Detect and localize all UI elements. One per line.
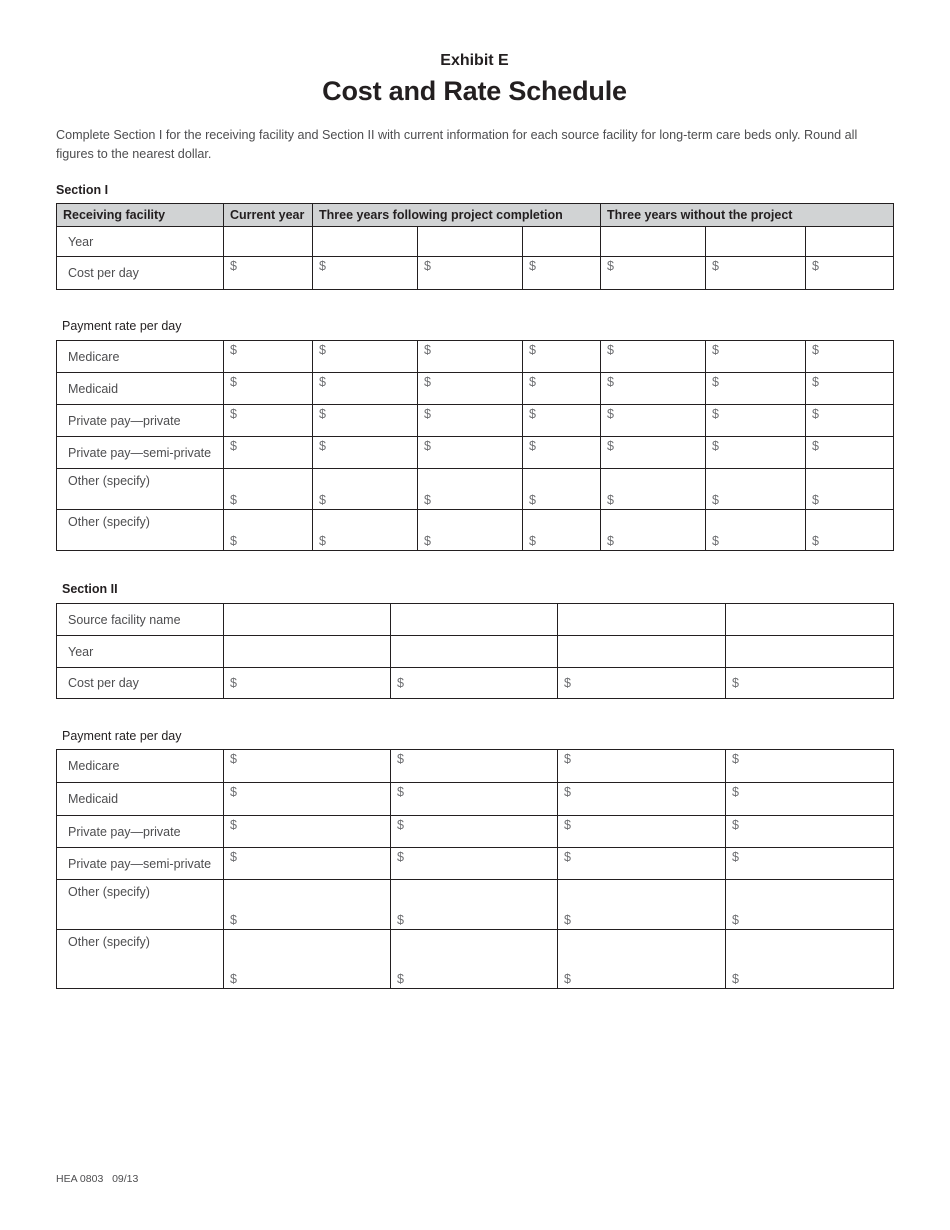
rate-input[interactable]: $ [313,437,418,469]
rate-input[interactable]: $ [418,437,523,469]
rate-input[interactable]: $ [313,510,418,551]
exhibit-label: Exhibit E [440,52,509,69]
rate-input[interactable]: $ [523,437,601,469]
cost-input[interactable]: $ [601,257,706,290]
payment-row-label: Medicare [57,750,224,783]
section-2-cost-table [56,603,894,699]
rate-input[interactable]: $ [806,341,894,373]
rate-input[interactable]: $ [224,750,391,783]
rate-input[interactable]: $ [806,469,894,510]
source-facility-input[interactable] [391,604,558,636]
rate-input[interactable]: $ [806,437,894,469]
cost-input[interactable]: $ [726,668,894,699]
rate-input[interactable]: $ [601,510,706,551]
row-label-cost-per-day: Cost per day [57,668,224,699]
rate-input[interactable]: $ [224,341,313,373]
header-without-project: Three years without the project [601,204,894,227]
rate-input[interactable]: $ [523,510,601,551]
rate-input[interactable]: $ [391,783,558,816]
section-1-payment-rows [57,341,894,551]
rate-input[interactable]: $ [726,816,894,848]
payment-row-label: Medicaid [57,783,224,816]
rate-input[interactable]: $ [601,469,706,510]
rate-input[interactable]: $ [523,341,601,373]
header-with-project: Three years following project completion [313,204,601,227]
rate-input[interactable]: $ [726,750,894,783]
payment-row-label: Medicaid [57,373,224,405]
header-receiving-facility: Receiving facility [57,204,224,227]
rate-input[interactable]: $ [706,510,806,551]
year-input[interactable] [313,227,418,257]
rate-input[interactable]: $ [601,341,706,373]
section-1-cost-row [57,257,894,290]
payment-row-label: Private pay—private [57,405,224,437]
row-label-year: Year [57,636,224,668]
rate-input[interactable]: $ [558,930,726,989]
rate-input[interactable]: $ [726,930,894,989]
rate-input[interactable]: $ [224,437,313,469]
payment-row [57,930,894,989]
rate-input[interactable]: $ [224,816,391,848]
rate-input[interactable]: $ [418,469,523,510]
rate-input[interactable]: $ [224,848,391,880]
row-label-year: Year [57,227,224,257]
payment-row [57,848,894,880]
cost-input[interactable]: $ [706,257,806,290]
rate-input[interactable]: $ [726,880,894,930]
section-2-source-row [57,604,894,636]
payment-row-label: Private pay—semi-private [57,437,224,469]
rate-input[interactable]: $ [706,373,806,405]
section-2-payment-table [56,749,894,989]
instructions-text: Complete Section I for the receiving facility and Section II with current information for each source facility for long-term care beds only. Round all figures to the nearest dollar. [56,128,858,161]
payment-row [57,510,894,551]
section-2-cost-row [57,668,894,699]
rate-input[interactable]: $ [224,469,313,510]
section-1-payment-table [56,340,894,551]
cost-input[interactable]: $ [558,668,726,699]
header-current-year: Current year [224,204,313,227]
year-input[interactable] [806,227,894,257]
year-input[interactable] [418,227,523,257]
rate-input[interactable]: $ [418,373,523,405]
rate-input[interactable]: $ [558,880,726,930]
rate-input[interactable]: $ [224,373,313,405]
form-footer [56,1173,138,1185]
rate-input[interactable]: $ [391,930,558,989]
payment-row [57,783,894,816]
cost-input[interactable]: $ [418,257,523,290]
section-2-payment-rows [57,750,894,989]
year-input[interactable] [601,227,706,257]
form-date: 09/13 [112,1173,139,1185]
rate-input[interactable]: $ [224,510,313,551]
rate-input[interactable]: $ [806,373,894,405]
section-1-header-row [57,204,894,227]
rate-input[interactable]: $ [523,405,601,437]
rate-input[interactable]: $ [706,469,806,510]
payment-row [57,437,894,469]
cost-input[interactable]: $ [313,257,418,290]
payment-row [57,373,894,405]
rate-input[interactable]: $ [313,373,418,405]
rate-input[interactable]: $ [391,848,558,880]
rate-input[interactable]: $ [418,341,523,373]
year-input[interactable] [726,636,894,668]
rate-input[interactable]: $ [523,469,601,510]
source-facility-input[interactable] [224,604,391,636]
source-facility-input[interactable] [726,604,894,636]
payment-row-label: Other (specify) [57,469,224,510]
payment-row-label: Other (specify) [57,930,224,989]
year-input[interactable] [558,636,726,668]
rate-input[interactable]: $ [726,783,894,816]
payment-row [57,405,894,437]
rate-input[interactable]: $ [313,469,418,510]
rate-input[interactable]: $ [313,405,418,437]
form-number: HEA 0803 [56,1173,104,1185]
rate-input[interactable]: $ [558,783,726,816]
rate-input[interactable]: $ [224,783,391,816]
section-1-year-row [57,227,894,257]
payment-row-label: Private pay—private [57,816,224,848]
rate-input[interactable]: $ [224,880,391,930]
payment-row [57,816,894,848]
rate-input[interactable]: $ [558,750,726,783]
cost-input[interactable]: $ [224,668,391,699]
rate-input[interactable]: $ [418,510,523,551]
rate-input[interactable]: $ [706,437,806,469]
cost-input[interactable]: $ [523,257,601,290]
section-2-payment-label: Payment rate per day [62,729,182,743]
year-input[interactable] [706,227,806,257]
section-1-label: Section I [56,183,109,197]
year-input[interactable] [224,227,313,257]
rate-input[interactable]: $ [601,373,706,405]
cost-input[interactable]: $ [806,257,894,290]
rate-input[interactable]: $ [601,437,706,469]
row-label-cost-per-day: Cost per day [57,257,224,290]
section-2-label: Section II [62,582,118,596]
year-input[interactable] [391,636,558,668]
rate-input[interactable]: $ [706,405,806,437]
payment-row-label: Other (specify) [57,510,224,551]
rate-input[interactable]: $ [601,405,706,437]
payment-row-label: Medicare [57,341,224,373]
payment-row-label: Other (specify) [57,880,224,930]
rate-input[interactable]: $ [391,880,558,930]
year-input[interactable] [224,636,391,668]
rate-input[interactable]: $ [313,341,418,373]
source-facility-input[interactable] [558,604,726,636]
rate-input[interactable]: $ [523,373,601,405]
cost-input[interactable]: $ [391,668,558,699]
page-title: Cost and Rate Schedule [322,76,627,106]
rate-input[interactable]: $ [806,405,894,437]
cost-input[interactable]: $ [224,257,313,290]
section-1-payment-label: Payment rate per day [62,319,182,333]
section-2-year-row [57,636,894,668]
row-label-source-facility: Source facility name [57,604,224,636]
rate-input[interactable]: $ [391,816,558,848]
rate-input[interactable]: $ [558,816,726,848]
rate-input[interactable]: $ [706,341,806,373]
payment-row [57,750,894,783]
payment-row [57,880,894,930]
rate-input[interactable]: $ [418,405,523,437]
rate-input[interactable]: $ [806,510,894,551]
payment-row [57,341,894,373]
payment-row-label: Private pay—semi-private [57,848,224,880]
section-1-cost-table [56,203,894,290]
rate-input[interactable]: $ [391,750,558,783]
rate-input[interactable]: $ [224,930,391,989]
rate-input[interactable]: $ [726,848,894,880]
payment-row [57,469,894,510]
rate-input[interactable]: $ [558,848,726,880]
year-input[interactable] [523,227,601,257]
rate-input[interactable]: $ [224,405,313,437]
